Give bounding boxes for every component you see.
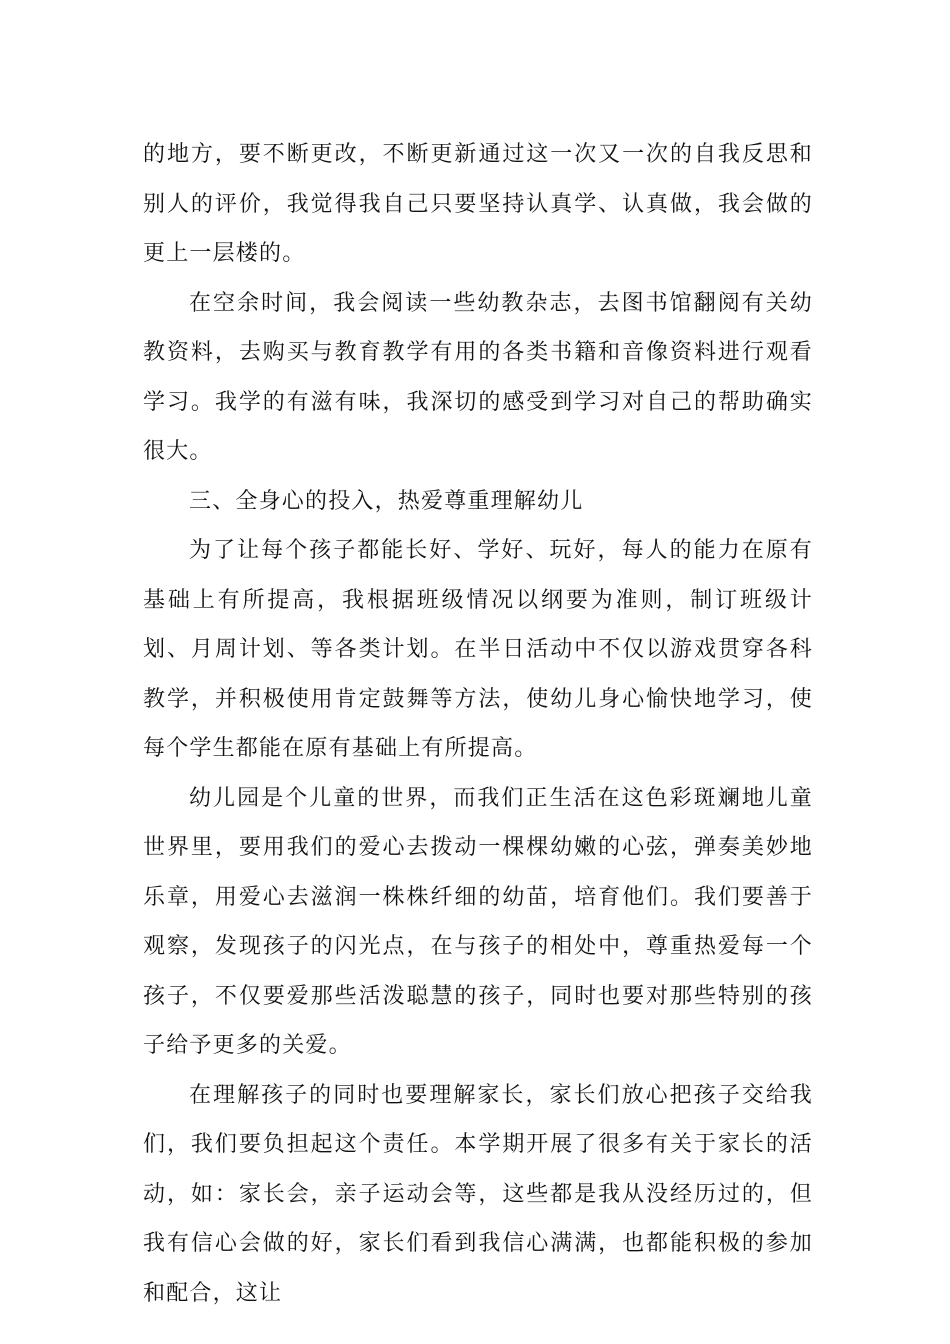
- section-heading: 三、全身心的投入，热爱尊重理解幼儿: [189, 488, 584, 514]
- document-body: [143, 130, 813, 1318]
- paragraph-5: 在理解孩子的同时也要理解家长，家长们放心把孩子交给我们，我们要负担起这个责任。本学期开展了很多有关于家长的活动，如：家长会，亲子运动会等，这些都是我从没经历过的，但我有信心会做的好，家长们看到我信心满满，也都能积极的参加和配合，这让: [143, 1082, 813, 1306]
- paragraph-1: 的地方，要不断更改，不断更新通过这一次又一次的自我反思和别人的评价，我觉得我自己只要坚持认真学、认真做，我会做的更上一层楼的。: [143, 142, 813, 266]
- paragraph-3: 为了让每个孩子都能长好、学好、玩好，每人的能力在原有基础上有所提高，我根据班级情况以纲要为准则，制订班级计划、月周计划、等各类计划。在半日活动中不仅以游戏贯穿各科教学，并积极使用肯定鼓舞等方法，使幼儿身心愉快地学习，使每个学生都能在原有基础上有所提高。: [143, 538, 813, 761]
- paragraph-4: 幼儿园是个儿童的世界，而我们正生活在这色彩斑斓地儿童世界里，要用我们的爱心去拨动一棵棵幼嫩的心弦，弹奏美妙地乐章，用爱心去滋润一株株纤细的幼苗，培育他们。我们要善于观察，发现孩子的闪光点，在与孩子的相处中，尊重热爱每一个孩子，不仅要爱那些活泼聪慧的孩子，同时也要对那些特别的孩子给予更多的关爱。: [143, 785, 813, 1058]
- paragraph-2: 在空余时间，我会阅读一些幼教杂志，去图书馆翻阅有关幼教资料，去购买与教育教学有用的各类书籍和音像资料进行观看学习。我学的有滋有味，我深切的感受到学习对自己的帮助确实很大。: [143, 290, 813, 464]
